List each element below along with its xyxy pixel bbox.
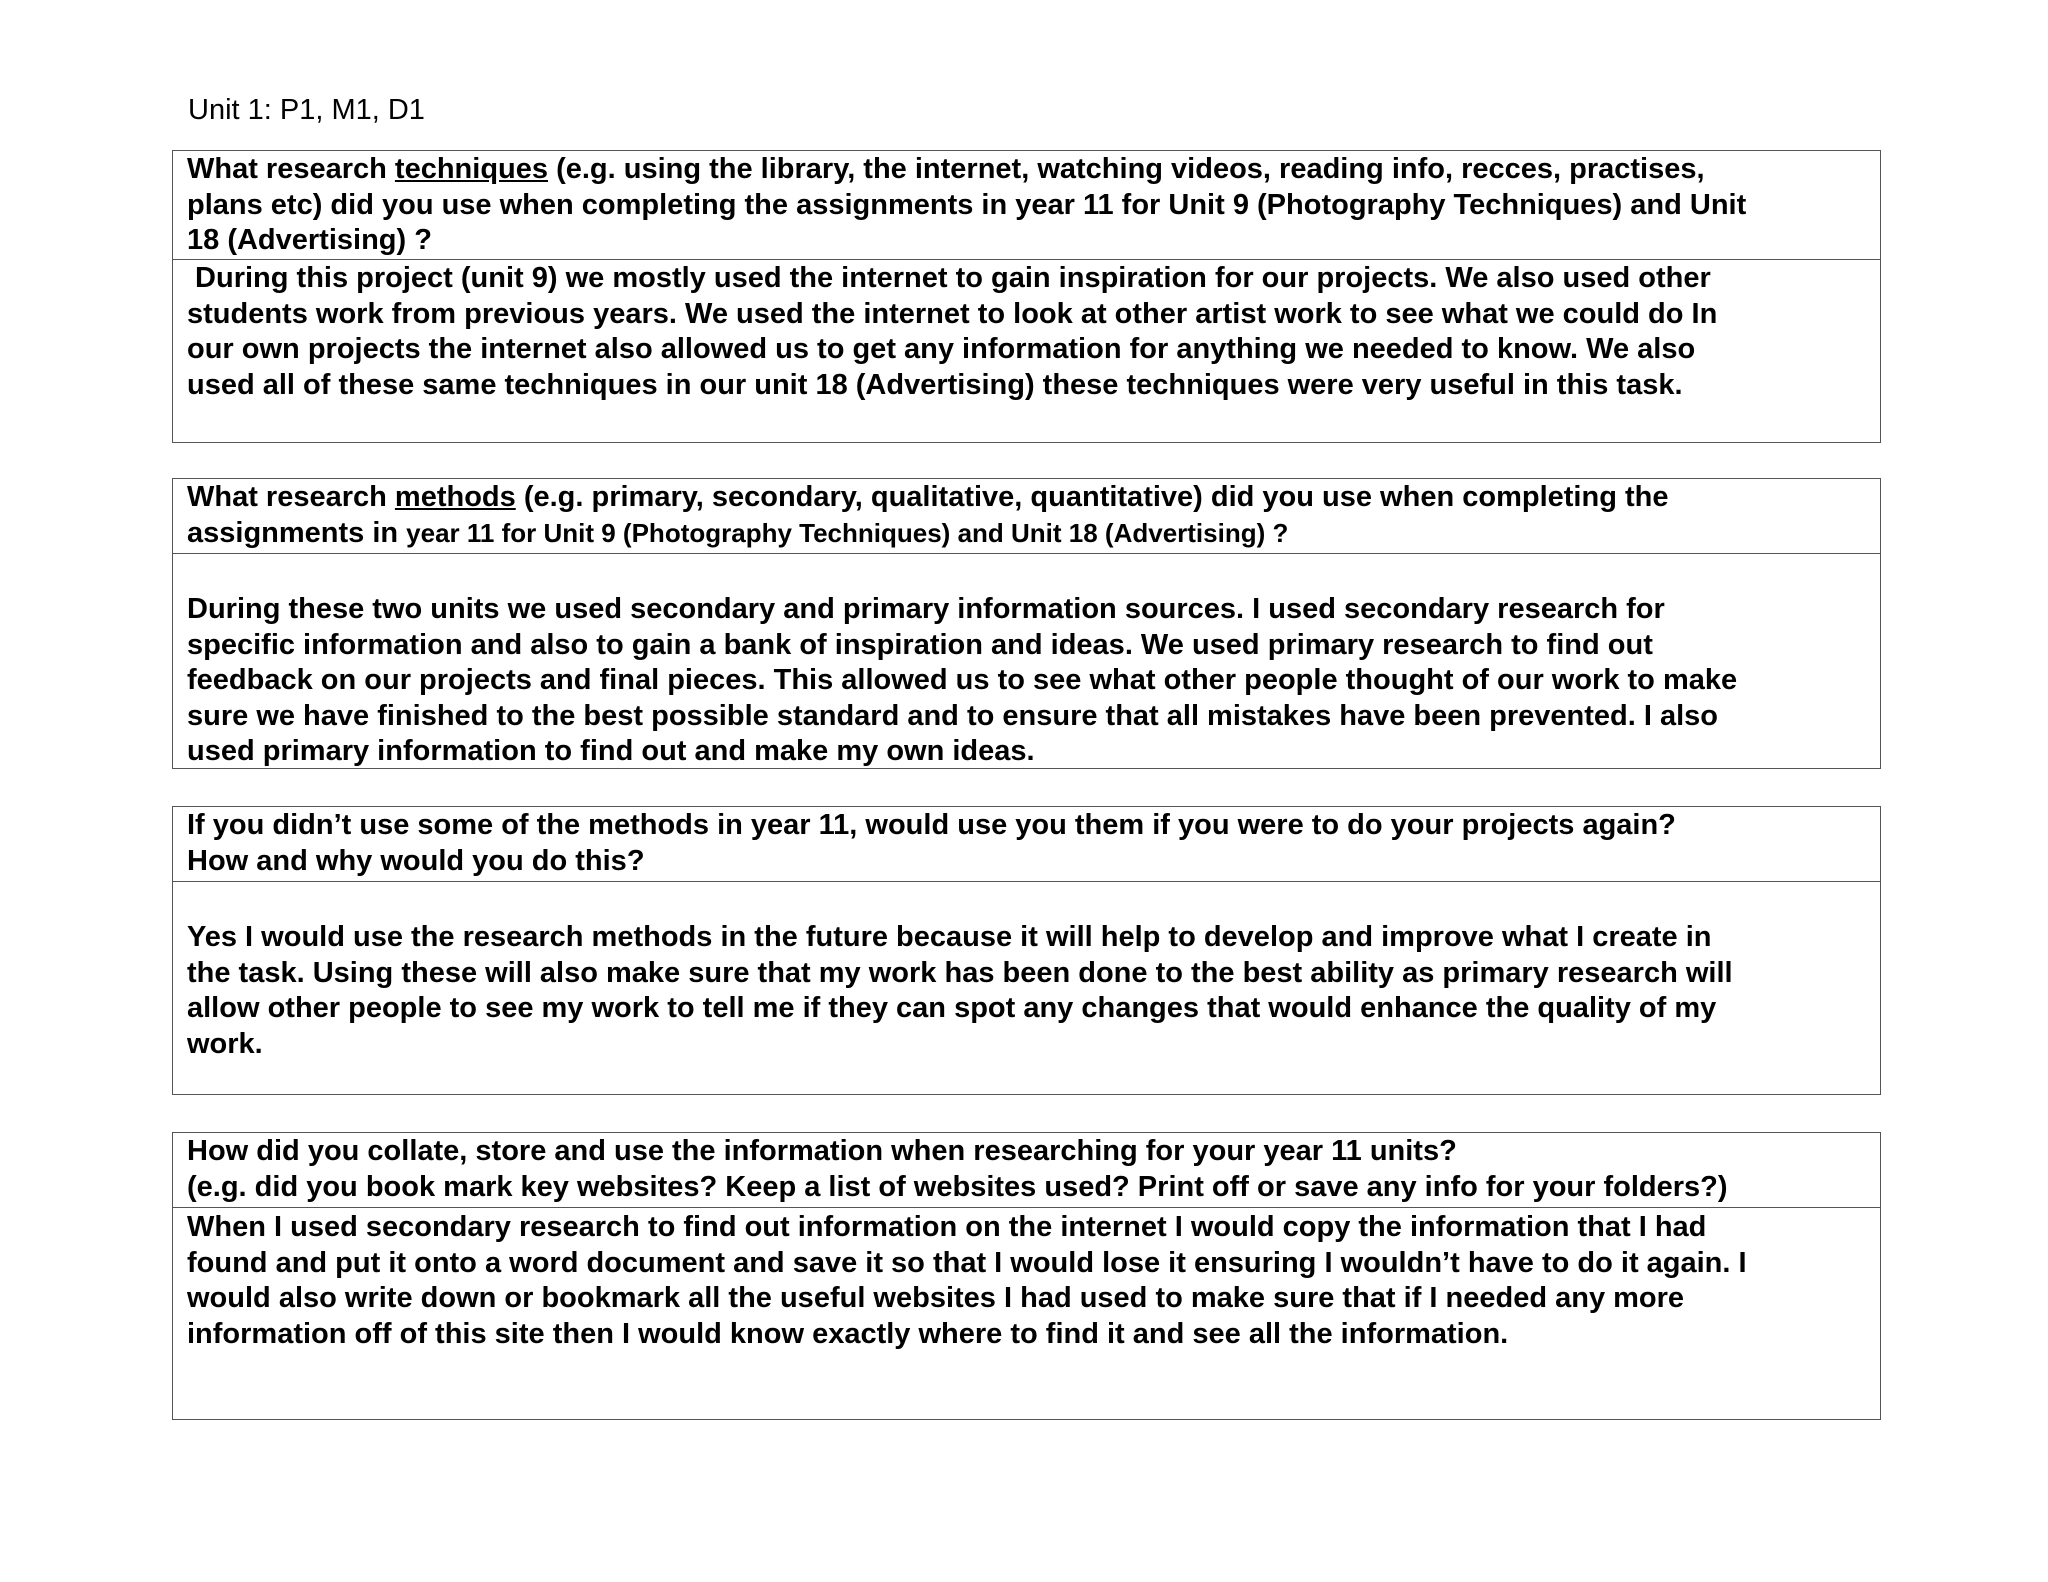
question-line: (e.g. did you book mark key websites? Keep a list of websites used? Print off or save any info for your folders?) [187,1170,1728,1203]
question-line-small: year 11 for Unit 9 (Photography Techniques) and Unit 18 (Advertising) ? [406,517,1289,548]
answer-line: specific information and also to gain a bank of inspiration and ideas. We used primary research to find out [187,628,1653,661]
answer-cell [173,882,1880,1062]
answer-line: When I used secondary research to find out information on the internet I would copy the information that I had [187,1211,1707,1243]
question-line [187,516,1872,552]
answer-line: feedback on our projects and final pieces. This allowed us to see what other people thought of our work to make [187,664,1738,696]
question-line-rest: (e.g. using the library, the internet, watching videos, reading info, recces, practises, [548,153,1705,185]
question-keyword: methods [394,481,516,513]
question-cell [173,151,1880,260]
answer-line: work. [187,1027,263,1060]
answer-line: would also write down or bookmark all the useful websites I had used to make sure that if I needed any more [187,1282,1685,1314]
question-line: 18 (Advertising) ? [187,224,432,256]
answer-line: our own projects the internet also allowed us to get any information for anything we needed to know. We also [187,333,1696,365]
answer-line: the task. Using these will also make sure that my work has been done to the best ability as primary research will [187,956,1733,989]
question-line-rest: (e.g. primary, secondary, qualitative, quantitative) did you use when completing the [515,481,1669,513]
answer-line: sure we have finished to the best possible standard and to ensure that all mistakes have been prevented. I also [187,699,1719,732]
answer-line: used primary information to find out and make my own ideas. [187,735,1035,767]
collate-store-table [172,1132,1881,1420]
question-cell [173,1133,1880,1208]
question-prefix: What research [187,153,395,185]
answer-cell [173,1208,1880,1352]
question-line: If you didn’t use some of the methods in year 11, would use you them if you were to do your projects again? [187,809,1676,841]
answer-line: information off of this site then I would know exactly where to find it and see all the information. [187,1317,1509,1350]
answer-line: allow other people to see my work to tell me if they can spot any changes that would enhance the quality of my [187,992,1717,1024]
answer-cell [173,554,1880,770]
answer-line: used all of these same techniques in our unit 18 (Advertising) these techniques were very useful in this task. [187,368,1683,401]
answer-line: Yes I would use the research methods in the future because it will help to develop and improve what I create in [187,921,1712,953]
research-techniques-table [172,150,1881,443]
answer-cell [173,260,1880,403]
question-line [187,480,1872,516]
question-line [187,152,1872,188]
research-methods-table [172,478,1881,769]
answer-line: students work from previous years. We used the internet to look at other artist work to see what we could do In [187,297,1718,330]
question-keyword: techniques [394,153,549,185]
question-cell [173,479,1880,554]
question-prefix: What research [187,481,395,513]
answer-line: During these two units we used secondary and primary information sources. I used secondary research for [187,593,1665,625]
answer-line: During this project (unit 9) we mostly used the internet to gain inspiration for our projects. We also used other [187,262,1711,294]
question-line: plans etc) did you use when completing the assignments in year 11 for Unit 9 (Photography Techniques) and Unit [187,188,1747,221]
question-line-start: assignments in [187,516,407,549]
question-line: How and why would you do this? [187,844,645,877]
question-cell [173,807,1880,882]
unit-header: Unit 1: P1, M1, D1 [188,94,425,126]
answer-line: found and put it onto a word document and save it so that I would lose it ensuring I wouldn’t have to do it again. I [187,1246,1747,1279]
future-methods-table [172,806,1881,1095]
question-line: How did you collate, store and use the information when researching for your year 11 units? [187,1135,1457,1167]
